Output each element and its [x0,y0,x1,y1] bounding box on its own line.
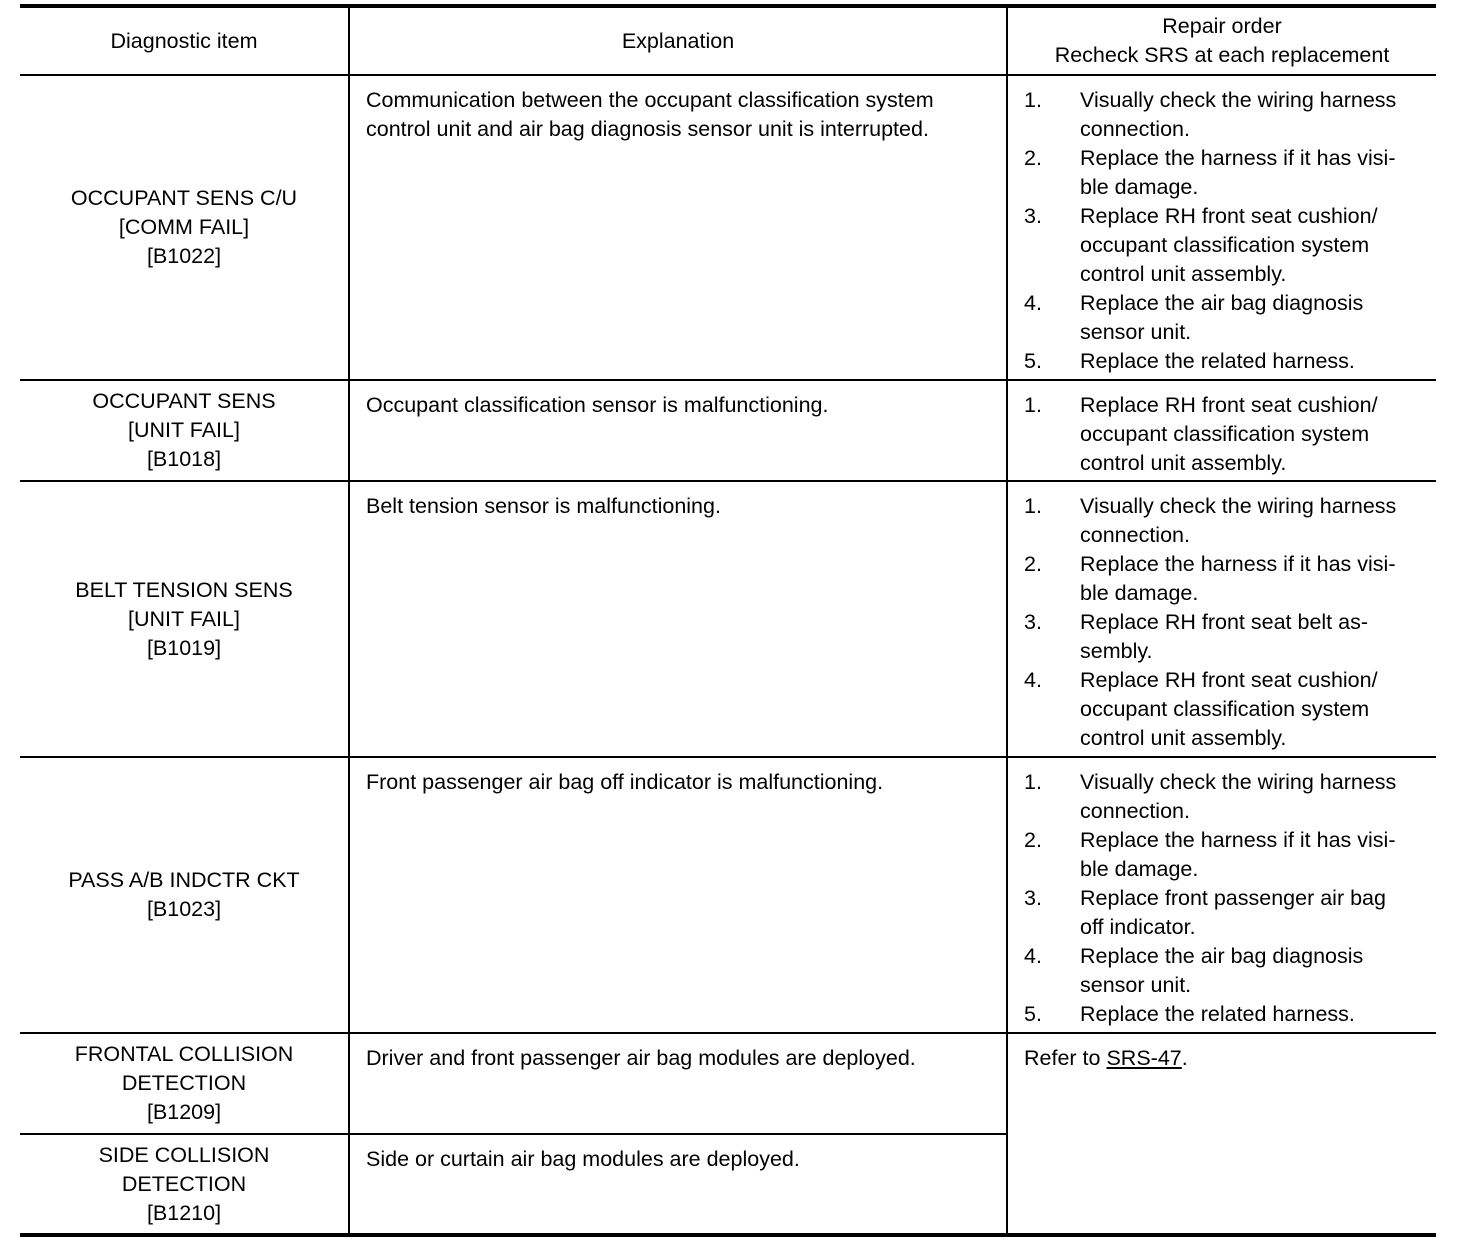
header-explanation: Explanation [349,6,1007,75]
step-number: 4. [1024,291,1042,315]
repair-step [1024,768,1430,826]
repair-step [1024,347,1430,376]
item-line: OCCUPANT SENS [92,389,276,413]
explanation [349,380,1007,481]
step-text: Replace front passenger air bag [1080,886,1386,910]
step-number: 5. [1024,349,1042,373]
repair-steps [1024,492,1430,753]
diagnostic-item [20,757,349,1033]
step-text: Visually check the wiring harness [1080,494,1397,518]
step-text: Replace the related harness. [1080,349,1355,373]
step-text: Replace the air bag diagnosis [1080,944,1364,968]
item-line: [B1018] [146,447,222,471]
explanation [349,1033,1007,1134]
explanation [349,75,1007,380]
refer-suffix: . [1181,1046,1188,1070]
explanation-line: Driver and front passenger air bag modules are deployed. [366,1046,916,1070]
step-number: 5. [1024,1002,1042,1026]
item-line: DETECTION [121,1071,247,1095]
step-number: 2. [1024,146,1042,170]
header-repair-line-2: Recheck SRS at each replacement [1054,43,1390,67]
repair-step [1024,144,1430,202]
explanation-line: Front passenger air bag off indicator is malfunctioning. [366,770,884,794]
explanation-line: Side or curtain air bag modules are deployed. [366,1147,800,1171]
step-text: connection. [1080,523,1190,547]
item-line: [UNIT FAIL] [128,606,240,631]
step-text: sensor unit. [1080,320,1192,344]
diagnostic-item [20,380,349,481]
repair-step [1024,202,1430,289]
repair-order [1007,75,1436,380]
explanation-line: control unit and air bag diagnosis sensor unit is interrupted. [366,117,929,141]
repair-steps [1024,391,1430,478]
row-b1019 [20,481,1436,757]
step-text: Replace the harness if it has visi- [1080,552,1396,576]
item-line: FRONTAL COLLISION [74,1042,294,1066]
header-diagnostic-item: Diagnostic item [20,6,349,75]
explanation-line: Belt tension sensor is malfunctioning. [366,494,721,518]
step-number: 3. [1024,886,1042,910]
repair-steps [1024,86,1430,376]
step-text: connection. [1080,117,1190,141]
repair-step [1024,550,1430,608]
step-text: Replace RH front seat belt as- [1080,610,1368,634]
step-text: occupant classification system [1080,697,1370,721]
item-line: SIDE COLLISION [98,1142,270,1167]
step-text: Replace the related harness. [1080,1002,1355,1026]
step-number: 1. [1024,494,1042,518]
step-text: Replace the harness if it has visi- [1080,146,1396,170]
explanation [349,481,1007,757]
item-line: [B1019] [146,635,222,660]
step-text: Replace the air bag diagnosis [1080,291,1364,315]
step-number: 1. [1024,88,1042,112]
repair-step [1024,391,1430,478]
step-text: Visually check the wiring harness [1080,88,1397,112]
diagnostic-table [20,4,1436,1237]
diagnostic-item [20,1033,349,1134]
step-text: occupant classification system [1080,233,1370,257]
repair-step [1024,826,1430,884]
repair-order [1007,380,1436,481]
step-text: Replace RH front seat cushion/ [1080,668,1378,692]
header-repair-line-1: Repair order [1162,14,1282,38]
step-text: off indicator. [1080,915,1196,939]
step-text: control unit assembly. [1080,451,1287,475]
diagnostic-item [20,1134,349,1235]
step-number: 4. [1024,668,1042,692]
repair-step [1024,608,1430,666]
repair-order-collision [1007,1033,1436,1235]
step-number: 2. [1024,828,1042,852]
step-text: ble damage. [1080,581,1199,605]
step-text: ble damage. [1080,175,1199,199]
step-number: 3. [1024,204,1042,228]
item-line: OCCUPANT SENS C/U [70,186,298,210]
repair-step [1024,666,1430,753]
item-line: DETECTION [121,1171,247,1196]
step-text: Replace RH front seat cushion/ [1080,204,1378,228]
diagnostic-item [20,481,349,757]
repair-order [1007,757,1436,1033]
item-line: [B1023] [146,897,222,921]
step-text: control unit assembly. [1080,726,1287,750]
repair-step [1024,492,1430,550]
repair-order [1007,481,1436,757]
step-number: 1. [1024,770,1042,794]
step-number: 2. [1024,552,1042,576]
item-line: [B1209] [146,1100,222,1124]
step-text: Replace the harness if it has visi- [1080,828,1396,852]
step-number: 4. [1024,944,1042,968]
header-row [20,6,1436,75]
repair-step [1024,942,1430,1000]
repair-step [1024,884,1430,942]
explanation [349,1134,1007,1235]
item-line: PASS A/B INDCTR CKT [68,868,300,892]
step-text: connection. [1080,799,1190,823]
item-line: [B1210] [146,1200,222,1225]
row-b1018 [20,380,1436,481]
explanation-line: Communication between the occupant classification system [366,88,934,112]
step-text: ble damage. [1080,857,1199,881]
step-text: sembly. [1080,639,1153,663]
step-number: 3. [1024,610,1042,634]
step-text: sensor unit. [1080,973,1192,997]
step-number: 1. [1024,393,1042,417]
step-text: Visually check the wiring harness [1080,770,1397,794]
repair-step [1024,1000,1430,1029]
row-b1023 [20,757,1436,1033]
repair-steps [1024,768,1430,1029]
item-line: [B1022] [146,244,222,268]
step-text: occupant classification system [1080,422,1370,446]
refer-prefix: Refer to [1024,1046,1107,1070]
srs-47-link[interactable]: SRS-47 [1106,1046,1182,1070]
row-b1209 [20,1033,1436,1134]
explanation [349,757,1007,1033]
item-line: [COMM FAIL] [118,215,250,239]
row-b1022 [20,75,1436,380]
diagnostic-item [20,75,349,380]
repair-step [1024,289,1430,347]
explanation-line: Occupant classification sensor is malfunctioning. [366,393,829,417]
item-line: BELT TENSION SENS [75,577,293,602]
step-text: Replace RH front seat cushion/ [1080,393,1378,417]
header-repair-order [1007,6,1436,75]
step-text: control unit assembly. [1080,262,1287,286]
repair-step [1024,86,1430,144]
item-line: [UNIT FAIL] [128,418,240,442]
